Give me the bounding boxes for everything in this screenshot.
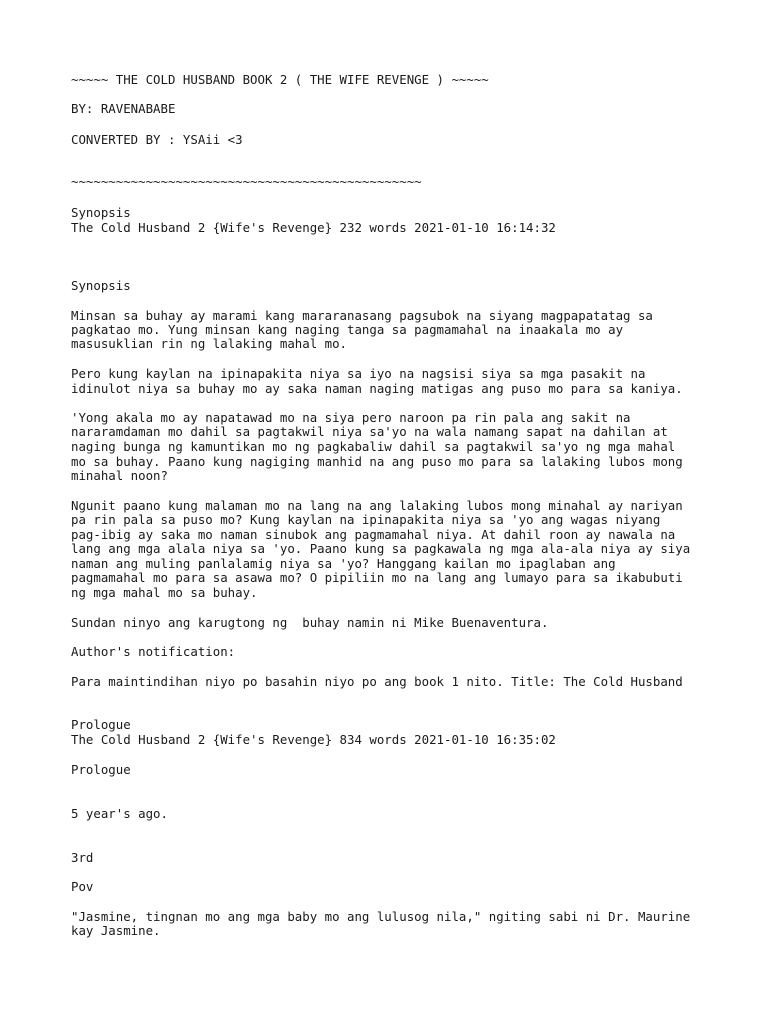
text-line: kay Jasmine. — [71, 923, 161, 938]
text-line: Ngunit paano kung malaman mo na lang na ang lalaking lubos mong minahal ay nariyan — [71, 498, 683, 513]
text-line: lang ang mga alala niya sa 'yo. Paano kung sa pagkawala ng mga ala-ala niya ay siya — [71, 541, 691, 556]
book-title: ~~~~~ THE COLD HUSBAND BOOK 2 ( THE WIFE REVENGE ) ~~~~~ — [71, 72, 489, 87]
text-line: ng mga mahal mo sa buhay. — [71, 585, 258, 600]
converter-line: CONVERTED BY : YSAii <3 — [71, 132, 243, 147]
section-heading: Synopsis — [71, 278, 131, 293]
text-line: mo sa buhay. Paano kung nagiging manhid na ang puso mo para sa lalaking lubos mong — [71, 454, 683, 469]
chapter-heading: Synopsis — [71, 205, 131, 220]
author-line: BY: RAVENABABE — [71, 101, 176, 116]
chapter-meta: The Cold Husband 2 {Wife's Revenge} 232 words 2021-01-10 16:14:32 — [71, 220, 556, 235]
chapter-meta: The Cold Husband 2 {Wife's Revenge} 834 words 2021-01-10 16:35:02 — [71, 732, 556, 747]
text-line: minahal noon? — [71, 468, 168, 483]
text-line: pagkatao mo. Yung minsan kang naging tanga sa pagmamahal na inaakala mo ay — [71, 322, 624, 337]
text-line: pag-ibig ay saka mo naman sinubok ang pagmamahal niya. At dahil roon ay nawala na — [71, 527, 676, 542]
text-line: Pero kung kaylan na ipinapakita niya sa iyo na nagsisi siya sa mga pasakit na — [71, 366, 646, 381]
divider-line: ~~~~~~~~~~~~~~~~~~~~~~~~~~~~~~~~~~~~~~~~~~~~~~~ — [71, 174, 422, 189]
text-line: Minsan sa buhay ay marami kang mararanasang pagsubok na siyang magpapatatag sa — [71, 308, 653, 323]
text-line: Para maintindihan niyo po basahin niyo po ang book 1 nito. Title: The Cold Husband — [71, 674, 683, 689]
text-line: Sundan ninyo ang karugtong ng buhay namin ni Mike Buenaventura. — [71, 615, 549, 630]
section-heading: Prologue — [71, 762, 131, 777]
text-line: "Jasmine, tingnan mo ang mga baby mo ang lulusog nila," ngiting sabi ni Dr. Maurine — [71, 909, 691, 924]
text-line: 3rd — [71, 850, 94, 865]
chapter-heading: Prologue — [71, 717, 131, 732]
text-line: naging bunga ng kamuntikan mo ng pagkabaliw dahil sa pagtakwil sa'yo ng mga mahal — [71, 439, 676, 454]
text-line: Author's notification: — [71, 644, 236, 659]
text-line: naman ang muling panlalamig niya sa 'yo? Hanggang kailan mo ipaglaban ang — [71, 556, 616, 571]
text-line: pa rin pala sa puso mo? Kung kaylan na ipinapakita niya sa 'yo ang wagas niyang — [71, 512, 661, 527]
text-line: 5 year's ago. — [71, 806, 168, 821]
text-line: nararamdaman mo dahil sa pagtakwil niya sa'yo na wala namang sapat na dahilan at — [71, 424, 668, 439]
text-line: 'Yong akala mo ay napatawad mo na siya pero naroon pa rin pala ang sakit na — [71, 410, 631, 425]
text-line: masusuklian rin ng lalaking mahal mo. — [71, 336, 348, 351]
text-line: pagmamahal mo para sa asawa mo? O pipiliin mo na lang ang lumayo para sa ikabubuti — [71, 570, 683, 585]
text-line: Pov — [71, 879, 94, 894]
text-line: idinulot niya sa buhay mo ay saka naman naging matigas ang puso mo para sa kaniya. — [71, 381, 683, 396]
